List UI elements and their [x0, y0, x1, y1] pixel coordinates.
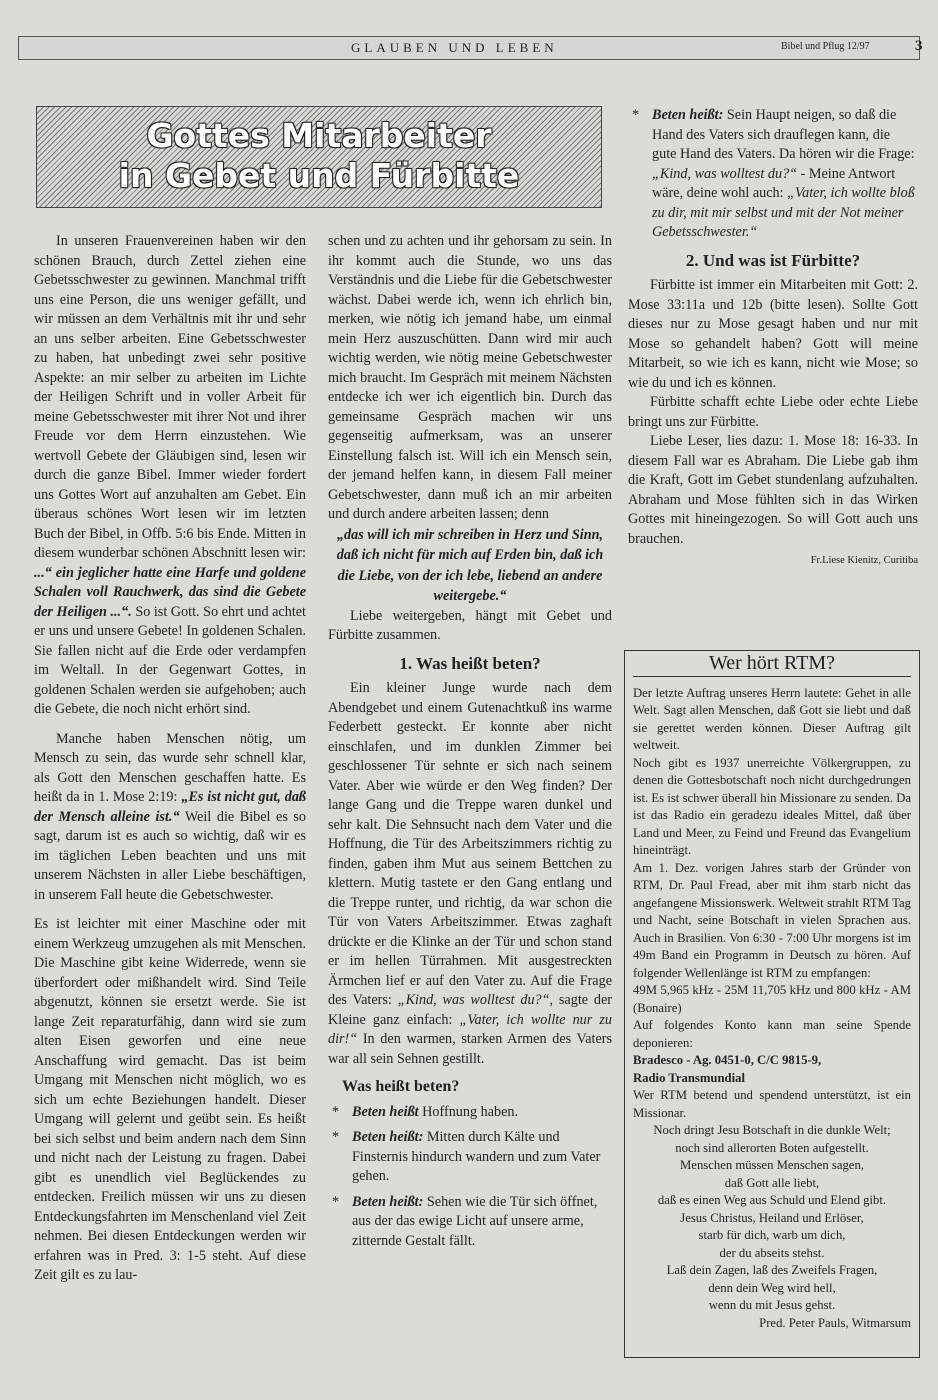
- paragraph: Liebe weitergeben, hängt mit Gebet und Fürbitte zusammen.: [328, 607, 612, 643]
- subheading: Was heißt beten?: [342, 1078, 460, 1095]
- box-title: Wer hört RTM?: [633, 655, 911, 677]
- box-paragraph: Wer RTM betend und spendend unterstützt, ist ein Missionar.: [633, 1088, 911, 1120]
- paragraph: schen und zu achten und ihr gehorsam zu sein. In ihr kommt auch die Stunde, wo uns das Verständnis und die Liebe für die Gebetschwester wächst. Dabei werde ich, wenn ich ehrlich bin, merken, wie nötig ich jemand habe, um einmal mein Herz auszuschütten. Dann wird mir auch wichtig werden, wie nötig meine Gebetschwester mich braucht. Im Gespräch mit meinem Nächsten entdecke ich wer ich eigentlich bin. Durch das gemeinsame Gespräch machen wir uns gegenseitig aufmerksam, was an unserer Einstellung falsch ist. Will ich ein Mensch sein, der jemand helfen kann, in diesem Fall meiner Gebetschwester, dann muß ich an mir arbeiten und durch andere arbeiten lassen; denn: [328, 233, 612, 522]
- quote: „das will ich mir schreiben in Herz und Sinn, daß ich nicht für mich auf Erden bin, daß ich die Liebe, von der ich lebe, liebend an andere weitergebe.“: [336, 526, 604, 604]
- page-header: [18, 36, 923, 60]
- box-paragraph: Auf folgendes Konto kann man seine Spende deponieren:: [633, 1018, 911, 1050]
- title-line-1: Gottes Mitarbeiter: [146, 116, 492, 155]
- poem-line: wenn du mit Jesus gehst.: [708, 1298, 836, 1312]
- paragraph: Es ist leichter mit einer Maschine oder mit einem Werkzeug umzugehen als mit Menschen. Die Maschine gibt keine Widerrede, wenn sie überfordert oder mißhandelt wird. Sind Teile abgenutzt, können sie ersetzt werde. Sie ist lange Zeit reparaturfähig, dann wird sie zum alten Eisen geworfen und eine neue Anschaffung wird gemacht. Das ist beim Umgang mit Menschen nicht möglich, wo es sich um echte Beziehungen handelt. Dieser Umgang will gelernt und geübt sein. Es heißt bei sich selbst und beim andern nach dem Sinn und nicht nach der Leistung zu fragen. Dabei gibt es unendlich viel Beglückendes zu entdecken. Freilich müssen wir uns zu diesen Entdeckungsfahrten im Menschenland viel Zeit nehmen. Bei diesen Entdeckungen werden wir erfahren was in Pred. 3: 1-5 steht. Auf diese Zeit gilt es zu lau-: [34, 916, 306, 1283]
- title-line-2: in Gebet und Fürbitte: [118, 156, 520, 195]
- poem-line: denn dein Weg wird hell,: [708, 1280, 836, 1295]
- poem-line: Menschen müssen Menschen sagen,: [680, 1158, 864, 1172]
- poem-line: der du abseits stehst.: [719, 1245, 825, 1260]
- rtm-info-box: [624, 650, 920, 1358]
- box-paragraph: Der letzte Auftrag unseres Herrn lautete: Gehet in alle Welt. Sagt allen Menschen, daß Gott sie liebt und daß sie gerettet werden können. Dieser Auftrag gilt weltweit.: [633, 685, 911, 752]
- poem-line: daß Gott alle liebt,: [724, 1175, 820, 1190]
- page-number: 3: [915, 38, 923, 54]
- paragraph: Fürbitte schafft echte Liebe oder echte Liebe bringt uns zur Fürbitte.: [628, 394, 918, 430]
- publication-issue: Bibel und Pflug 12/97: [781, 41, 870, 52]
- bank-recipient: Radio Transmundial: [633, 1070, 745, 1085]
- paragraph: In unseren Frauenvereinen haben wir den schönen Brauch, durch Zettel ziehen eine Gebetsschwester zu gewinnen. Manchmal trifft uns eine Person, die uns weniger gefällt, und wir müssen an dem Verhältnis mit ihr und sehr an uns selber arbeiten. Eine Gebetsschwester zu haben, hat unbedingt zwei sehr positive Aspekte: an mir selber zu arbeiten im Lichte der Heiligen Schrift und in voller Arbeit für meine Gebetsschwester mit ihrer Not und ihrer Freude vor dem Herrn einzustehen. Wie wertvoll Gebete der Gläubigen sind, lesen wir durch die ganze Bibel. Immer wieder fordert uns Gottes Wort auf anzuhalten am Gebet. Ein überaus schönes Wort lesen wir im letzten Buch der Bibel, in Offb. 5:6 bis Ende. Mitten in diesem wunderbar schönen Abschnitt lesen wir: ...“ ein jeglicher hatte eine Harfe und goldene Schalen voll Rauchwerk, das sind die Gebete der Heiligen ...“. So ist Gott. So ehrt und achtet er uns und unsere Gebete! In goldenen Schalen. Sie fallen nicht auf die Erde oder verdampfen im Weltall. In der Gegenwart Gottes, in goldenen Schalen werden sie aufgehoben; auch die Gebete, die noch nicht erhört sind.: [34, 233, 306, 717]
- poem-line: daß es einen Weg aus Schuld und Elend gibt.: [657, 1193, 887, 1207]
- poem: [633, 1122, 911, 1315]
- bullet-list: [328, 1103, 612, 1252]
- list-item: * Beten heißt: Sehen wie die Tür sich öffnet, aus der das ewige Licht auf unsere arme, zitternde Gestalt fällt.: [332, 1193, 598, 1249]
- list-item: * Beten heißt: Sein Haupt neigen, so daß die Hand des Vaters sich drauflegen kann, die gute Hand des Vaters. Da hören wir die Frage: „Kind, was wolltest du?“ - Meine Antwort wäre, deine wohl auch: „Vater, ich wollte bloß zu dir, mit mir selbst und mit der Not meiner Gebetsschwester.“: [632, 107, 915, 240]
- box-signature: Pred. Peter Pauls, Witmarsum: [759, 1315, 911, 1330]
- author-credit: Fr.Liese Kienitz, Curitiba: [810, 555, 918, 566]
- column-2: [328, 232, 612, 1257]
- box-paragraph: Am 1. Dez. vorigen Jahres starb der Gründer von RTM, Dr. Paul Fread, aber mit ihm starb nicht das angefangene Missionswerk. Weltweit strahlt RTM Tag und Nacht, seine Botschaft in vielen Sprachen aus. Auch in Brasilien. Von 6:30 - 7:00 Uhr morgens ist im 49m Band ein Programm in Deutsch zu hören. Auf folgender Wellenlänge ist RTM zu empfangen:: [633, 860, 911, 980]
- frequencies: 49M 5,965 kHz - 25M 11,705 kHz und 800 kHz - AM (Bonaire): [633, 983, 911, 1015]
- list-item: * Beten heißt: Mitten durch Kälte und Finsternis hindurch wandern und zum Vater gehen.: [332, 1129, 601, 1184]
- poem-line: Noch dringt Jesu Botschaft in die dunkle Welt;: [653, 1123, 891, 1137]
- poem-line: Jesus Christus, Heiland und Erlöser,: [680, 1210, 864, 1225]
- poem-line: noch sind allerorten Boten aufgestellt.: [675, 1140, 869, 1155]
- paragraph: Ein kleiner Junge wurde nach dem Abendgebet und einem Gutenachtkuß ins warme Federbett gesteckt. Er konnte aber nicht einschlafen, und im dunklen Zimmer bei geschlossener Tür sehnte er sich nach seinem Vater. Aber wie würde er den Weg finden? Der lange Gang und die Treppe waren dunkel und sehr kalt. Die Sehnsucht nach dem Vater und die Hoffnung, die Tür des Arbeitszimmers richtig zu finden, gaben ihm Mut aus seinem Bettchen zu klettern. Mutig tastete er den Gang entlang und die Treppe runter, und richtig, da war schon die Tür von Vaters Arbeitszimmer. Etwas zaghaft drückte er die Klinke an der Tür und schon stand er im hellen Türrahmen. Mit ausgestreckten Ärmchen lief er auf den Vater zu. Auf die Frage des Vaters: „Kind, was wolltest du?“, sagte der Kleine ganz einfach: „Vater, ich wollte nur zu dir!“ In den warmen, starken Armen des Vaters war all sein Sehnen gestillt.: [328, 680, 612, 1067]
- list-item: * Beten heißt Hoffnung haben.: [332, 1103, 519, 1120]
- column-1: [34, 232, 306, 1286]
- section-title: GLAUBEN UND LEBEN: [351, 40, 558, 55]
- bullet-list: [628, 106, 918, 243]
- paragraph: Liebe Leser, lies dazu: 1. Mose 18: 16-33. In diesem Fall war es Abraham. Die Liebe gab ihm die Kraft, Gott im Gebet stundenlang aufzuhalten. Abraham und Mose fühlten sich in das Wirken Gottes mit hineingezogen. So will Gott auch uns brauchen.: [628, 433, 918, 547]
- column-3: [628, 106, 918, 571]
- heading-was-heisst-beten: 1. Was heißt beten?: [399, 653, 541, 673]
- poem-line: starb für dich, warb um dich,: [698, 1228, 846, 1242]
- box-paragraph: Noch gibt es 1937 unerreichte Völkergruppen, zu denen die Gottesbotschaft noch nicht durchgedrungen ist. Es ist schwer überall hin Missionare zu senden. Da ist das Radio ein geradezu ideales Mittel, daß über Land und Meer, zu Feind und Freund das Evangelium hineinträgt.: [633, 755, 911, 857]
- paragraph: Manche haben Menschen nötig, um Mensch zu sein, das wurde sehr schnell klar, als Gott den Menschen geschaffen hatte. Es heißt da in 1. Mose 2:19: „Es ist nicht gut, daß der Mensch alleine ist.“ Weil die Bibel es so sagt, darum ist es auch so wichtig, daß wir es im täglichen Leben beachten und uns mit unserem Nächsten in aller Liebe beschäftigen, in unserem Fall heute die Gebetschwester.: [34, 730, 307, 903]
- poem-line: Laß dein Zagen, laß des Zweifels Fragen,: [666, 1263, 878, 1277]
- paragraph: Fürbitte ist immer ein Mitarbeiten mit Gott: 2. Mose 33:11a und 12b (bitte lesen). Sollte Gott dieses nur zu Mose gesagt haben und nur mit Mose so gehandelt haben? Gott will meine Mitarbeit, so wie ich es kann, nicht wie Mose; so wie du und ich es können.: [628, 277, 918, 391]
- heading-fuerbitte: 2. Und was ist Fürbitte?: [685, 250, 861, 270]
- article-title-banner: [36, 106, 602, 208]
- bank-account: Bradesco - Ag. 0451-0, C/C 9815-9,: [633, 1053, 822, 1067]
